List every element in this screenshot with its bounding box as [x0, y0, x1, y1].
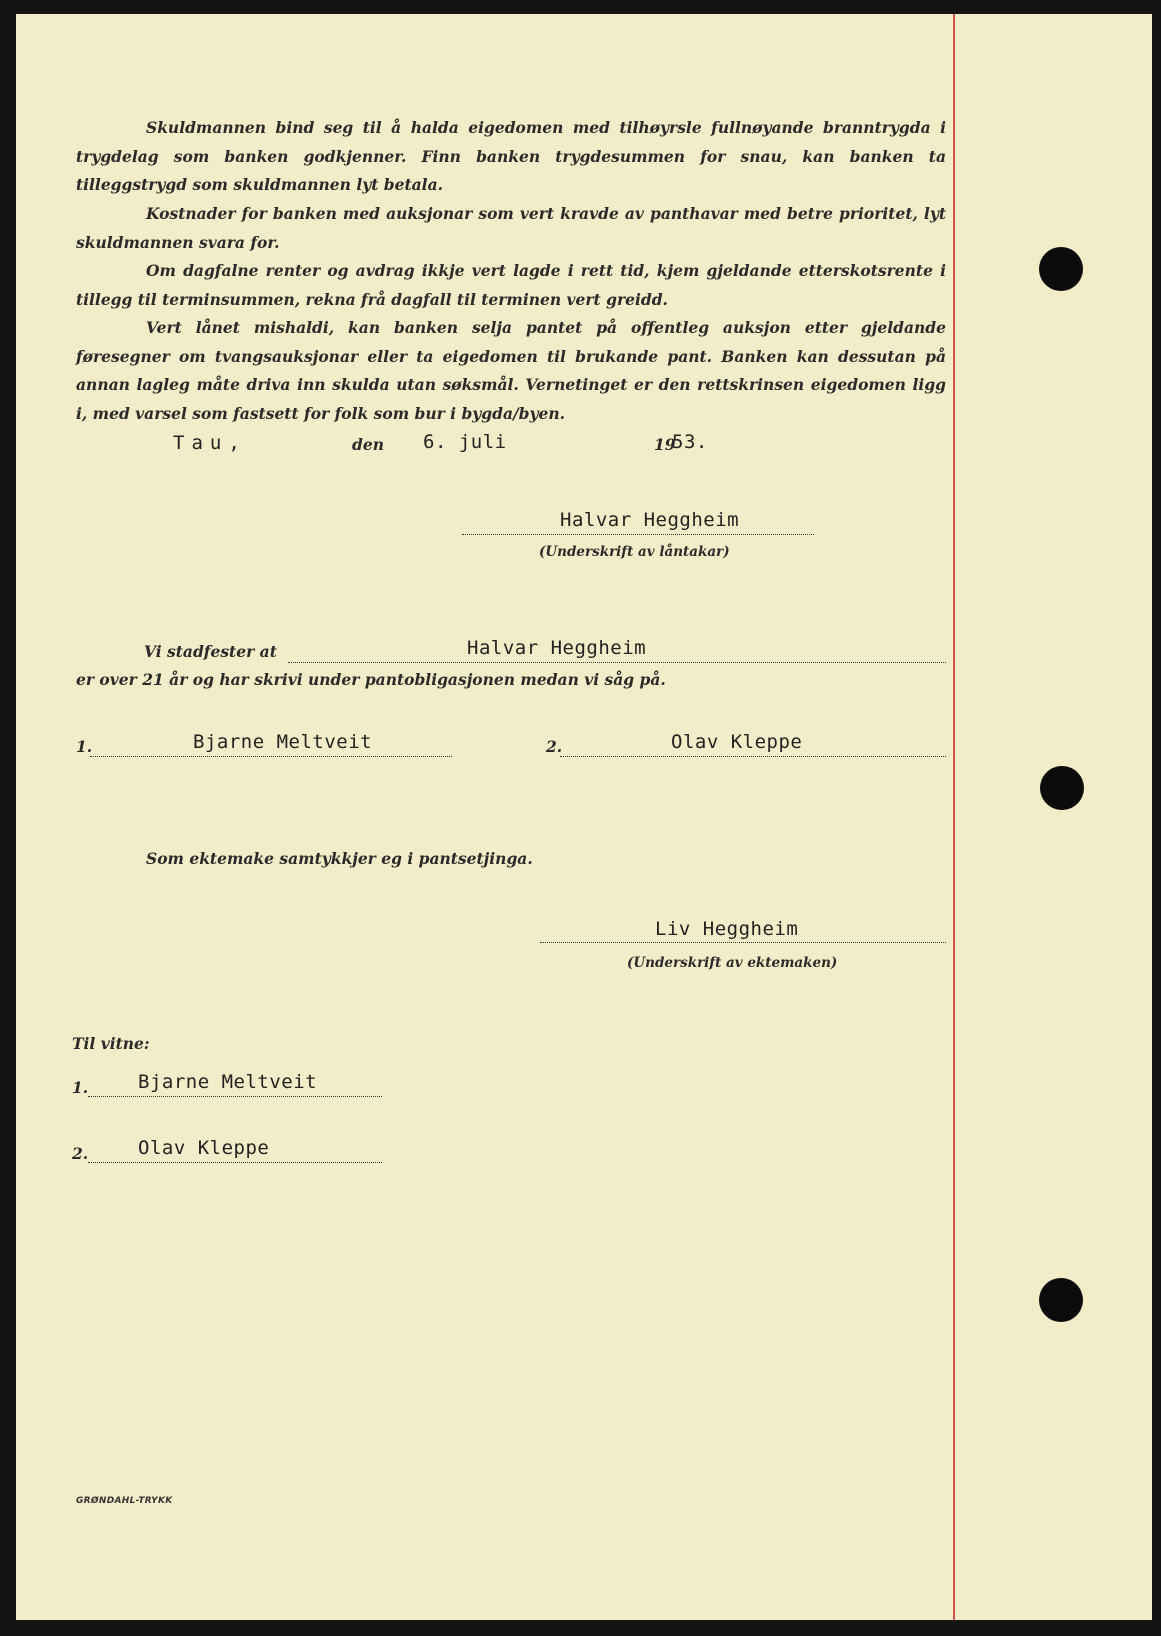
document-page	[16, 14, 1152, 1620]
borrower-signature-line	[462, 534, 814, 535]
witness-2-number: 2.	[72, 1144, 89, 1163]
spouse-consent-text: Som ektemake samtykkjer eg i pantsetjinga.	[146, 849, 533, 868]
terms-paragraph-4: Vert lånet mishaldi, kan banken selja pantet på offentleg auksjon etter gjeldande føresegner om tvangsauksjonar eller ta eigedomen til brukande pant. Banken kan dessutan på annan lagleg måte driva inn skulda utan søksmål. Vernetinget er den rettskrinsen eigedomen ligg i, med varsel som fastsett for folk som bur i bygda/byen.	[76, 318, 946, 423]
witness-1-name: Bjarne Meltveit	[138, 1071, 318, 1093]
punch-hole	[1039, 1278, 1083, 1322]
witness-1-line	[88, 1096, 382, 1097]
spouse-signature-line	[540, 942, 946, 943]
terms-paragraph-2: Kostnader for banken med auksjonar som vert kravde av panthavar med betre prioritet, lyt skuldmannen svara for.	[76, 204, 946, 252]
confirm-witness-2-number: 2.	[546, 737, 563, 756]
spouse-signature: Liv Heggheim	[655, 918, 799, 940]
margin-rule	[953, 14, 955, 1620]
confirm-witness-2-line	[560, 756, 946, 757]
den-label: den	[352, 435, 384, 454]
witness-2-name: Olav Kleppe	[138, 1137, 270, 1159]
date: 6. juli	[423, 431, 507, 453]
terms-paragraph-1: Skuldmannen bind seg til å halda eigedomen med tilhøyrsle fullnøyande branntrygda i trygdelag som banken godkjenner. Finn banken trygdesummen for snau, kan banken ta tilleggstrygd som skuldmannen lyt betala.	[76, 118, 946, 195]
witness-2-line	[88, 1162, 382, 1163]
place: Tau,	[173, 432, 247, 454]
confirm-prefix: Vi stadfester at	[144, 642, 277, 661]
punch-hole	[1039, 247, 1083, 291]
confirm-name-line	[288, 662, 946, 663]
punch-hole	[1040, 766, 1084, 810]
year-suffix: 53.	[672, 431, 708, 453]
witness-heading: Til vitne:	[72, 1034, 150, 1053]
borrower-signature: Halvar Heggheim	[560, 509, 740, 531]
year-prefix: 19	[654, 435, 676, 454]
confirm-witness-1-number: 1.	[76, 737, 93, 756]
witness-1-number: 1.	[72, 1078, 89, 1097]
confirm-witness-2-name: Olav Kleppe	[671, 731, 803, 753]
borrower-caption: (Underskrift av låntakar)	[539, 544, 730, 560]
printer-mark: GRØNDAHL-TRYKK	[76, 1496, 173, 1506]
confirm-text: er over 21 år og har skrivi under pantobligasjonen medan vi såg på.	[76, 670, 666, 689]
terms-paragraph-3: Om dagfalne renter og avdrag ikkje vert lagde i rett tid, kjem gjeldande etterskotsrente i tillegg til terminsummen, rekna frå dagfall til terminen vert greidd.	[76, 261, 946, 309]
confirm-witness-1-line	[90, 756, 452, 757]
confirm-name: Halvar Heggheim	[467, 637, 647, 659]
confirm-witness-1-name: Bjarne Meltveit	[193, 731, 373, 753]
spouse-caption: (Underskrift av ektemaken)	[627, 955, 838, 971]
